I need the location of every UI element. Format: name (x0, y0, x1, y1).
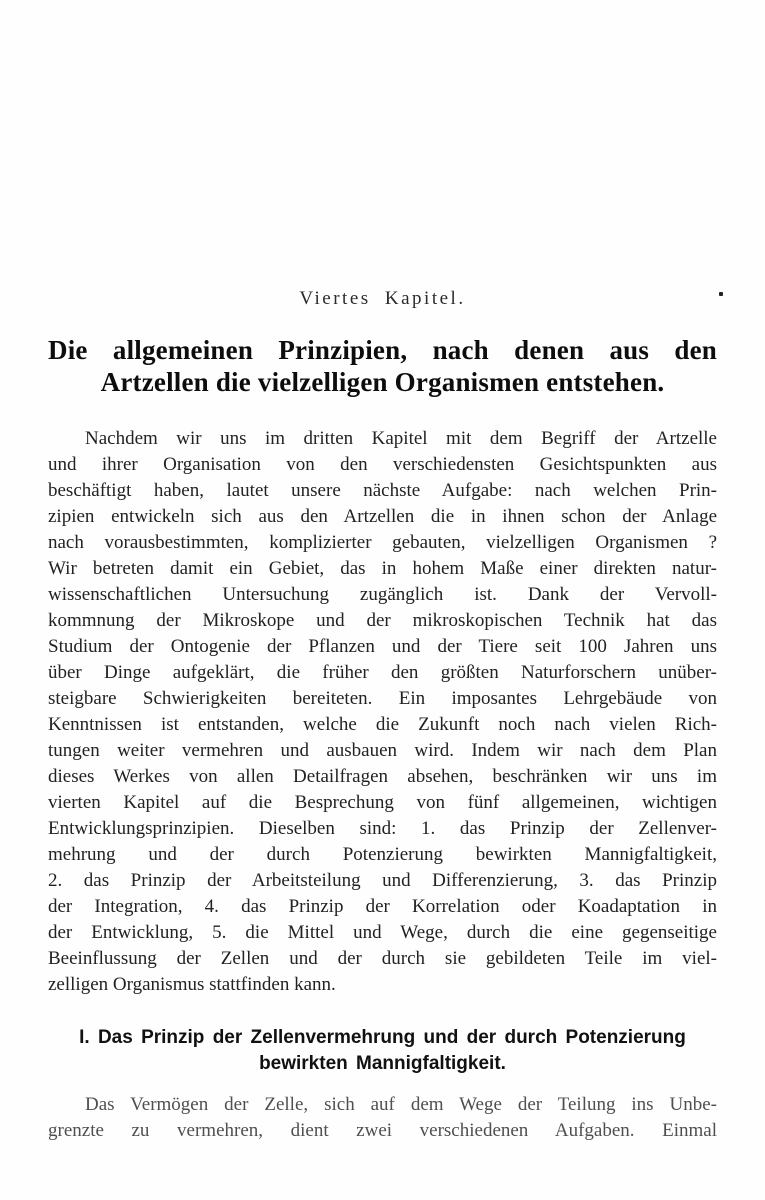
text-line: kommnung der Mikroskope und der mikroskopischen Technik hat das (48, 610, 717, 631)
text-line: grenzte zu vermehren, dient zwei verschiedenen Aufgaben. Einmal (48, 1120, 717, 1141)
text-line: und ihrer Organisation von den verschiedensten Gesichtspunkten aus (48, 454, 717, 475)
text-line: tungen weiter vermehren und ausbauen wird. Indem wir nach dem Plan (48, 740, 717, 761)
text-line: der Integration, 4. das Prinzip der Korrelation oder Koadaptation in (48, 896, 717, 917)
text-line: Nachdem wir uns im dritten Kapitel mit dem Begriff der Artzelle (85, 428, 717, 449)
text-line: vierten Kapitel auf die Besprechung von fünf allgemeinen, wichtigen (48, 792, 717, 813)
text-line: beschäftigt haben, lautet unsere nächste Aufgabe: nach welchen Prin- (48, 480, 717, 501)
text-line: der Entwicklung, 5. die Mittel und Wege, durch die eine gegenseitige (48, 922, 717, 943)
section-heading (48, 1025, 717, 1077)
text-line: über Dinge aufgeklärt, die früher den größten Naturforschern unüber- (48, 662, 717, 683)
main-title (48, 334, 717, 398)
text-line: dieses Werkes von allen Detailfragen absehen, beschränken wir uns im (48, 766, 717, 787)
text-line: I. Das Prinzip der Zellenvermehrung und der durch Potenzierung (79, 1027, 686, 1048)
text-block (48, 0, 717, 1144)
text-line: zipien entwickeln sich aus den Artzellen die in ihnen schon der Anlage (48, 506, 717, 527)
text-line: Kenntnissen ist entstanden, welche die Zukunft noch nach vielen Rich- (48, 714, 717, 735)
text-line: Artzellen die vielzelligen Organismen entstehen. (100, 367, 665, 397)
ink-speck (719, 292, 723, 296)
body-paragraph-2 (48, 1092, 717, 1144)
text-line: mehrung und der durch Potenzierung bewirkten Mannigfaltigkeit, (48, 844, 717, 865)
text-line: wissenschaftlichen Untersuchung zugänglich ist. Dank der Vervoll- (48, 584, 717, 605)
text-line: Wir betreten damit ein Gebiet, das in hohem Maße einer direkten natur- (48, 558, 717, 579)
text-line: Entwicklungsprinzipien. Dieselben sind: 1. das Prinzip der Zellenver- (48, 818, 717, 839)
text-line: Studium der Ontogenie der Pflanzen und der Tiere seit 100 Jahren uns (48, 636, 717, 657)
body-paragraph-1 (48, 426, 717, 998)
text-line: bewirkten Mannigfaltigkeit. (259, 1053, 506, 1074)
text-line: zelligen Organismus stattfinden kann. (48, 974, 336, 995)
text-line: Das Vermögen der Zelle, sich auf dem Wege der Teilung ins Unbe- (85, 1094, 717, 1115)
text-line: Beeinflussung der Zellen und der durch sie gebildeten Teile im viel- (48, 948, 717, 969)
text-line: 2. das Prinzip der Arbeitsteilung und Differenzierung, 3. das Prinzip (48, 870, 717, 891)
text-line: nach vorausbestimmten, komplizierter gebauten, vielzelligen Organismen ? (48, 532, 717, 553)
text-line: Die allgemeinen Prinzipien, nach denen aus den (48, 335, 717, 365)
chapter-heading: Viertes Kapitel. (299, 288, 466, 309)
text-line: steigbare Schwierigkeiten bereiteten. Ein imposantes Lehrgebäude von (48, 688, 717, 709)
